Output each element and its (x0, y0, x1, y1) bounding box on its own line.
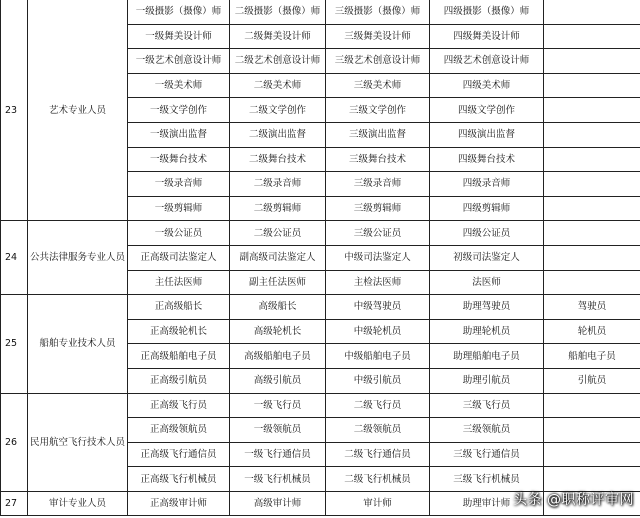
title-cell: 一级演出监督 (128, 122, 230, 147)
title-cell (544, 442, 640, 467)
title-cell: 高级审计师 (230, 491, 326, 516)
title-cell: 三级飞行通信员 (430, 442, 544, 467)
title-cell: 高级船长 (230, 295, 326, 320)
title-cell: 三级飞行员 (430, 393, 544, 418)
title-cell: 二级剪辑师 (230, 196, 326, 221)
title-cell: 高级引航员 (230, 368, 326, 393)
title-cell: 二级领航员 (326, 418, 430, 443)
title-cell: 三级剪辑师 (326, 196, 430, 221)
title-cell: 二级录音师 (230, 172, 326, 197)
title-cell: 三级领航员 (430, 418, 544, 443)
title-cell: 一级艺术创意设计师 (128, 49, 230, 74)
title-cell: 二级摄影（摄像）师 (230, 0, 326, 24)
title-cell (544, 270, 640, 295)
title-cell: 副主任法医师 (230, 270, 326, 295)
title-cell: 助理引航员 (430, 368, 544, 393)
category-name: 艺术专业人员 (28, 0, 128, 221)
title-cell: 二级飞行通信员 (326, 442, 430, 467)
title-cell: 高级轮机长 (230, 319, 326, 344)
title-cell: 一级舞台技术 (128, 147, 230, 172)
title-cell: 三级舞台技术 (326, 147, 430, 172)
title-cell: 二级公证员 (230, 221, 326, 246)
title-cell: 船舶电子员 (544, 344, 640, 369)
title-cell: 助理轮机员 (430, 319, 544, 344)
title-cell: 四级文学创作 (430, 98, 544, 123)
title-cell: 高级船舶电子员 (230, 344, 326, 369)
table-row (1, 0, 640, 24)
title-cell: 正高级飞行机械员 (128, 467, 230, 492)
title-cell (544, 467, 640, 492)
title-cell: 四级舞台技术 (430, 147, 544, 172)
category-name: 公共法律服务专业人员 (28, 221, 128, 295)
table-row (1, 295, 640, 320)
title-cell: 主检法医师 (326, 270, 430, 295)
title-cell: 正高级引航员 (128, 368, 230, 393)
title-cell: 法医师 (430, 270, 544, 295)
group-number: 25 (1, 295, 28, 393)
title-cell: 轮机员 (544, 319, 640, 344)
title-cell: 四级美术师 (430, 73, 544, 98)
title-cell: 二级飞行机械员 (326, 467, 430, 492)
title-cell: 中级驾驶员 (326, 295, 430, 320)
title-cell: 助理驾驶员 (430, 295, 544, 320)
title-cell: 中级司法鉴定人 (326, 245, 430, 270)
title-cell: 引航员 (544, 368, 640, 393)
watermark: 头条 @职称评审网 (513, 492, 634, 508)
title-cell: 正高级审计师 (128, 491, 230, 516)
title-cell: 一级文学创作 (128, 98, 230, 123)
group-number: 26 (1, 393, 28, 491)
title-cell: 一级美术师 (128, 73, 230, 98)
title-cell: 中级船舶电子员 (326, 344, 430, 369)
title-cell: 二级舞美设计师 (230, 24, 326, 49)
title-cell: 三级艺术创意设计师 (326, 49, 430, 74)
title-cell: 三级文学创作 (326, 98, 430, 123)
title-cell: 正高级飞行员 (128, 393, 230, 418)
title-cell: 中级轮机员 (326, 319, 430, 344)
category-name: 审计专业人员 (28, 491, 128, 516)
title-cell: 驾驶员 (544, 295, 640, 320)
category-name: 船舶专业技术人员 (28, 295, 128, 393)
title-cell: 二级文学创作 (230, 98, 326, 123)
group-number: 27 (1, 491, 28, 516)
title-cell: 初级司法鉴定人 (430, 245, 544, 270)
title-cell: 三级飞行机械员 (430, 467, 544, 492)
title-cell: 四级公证员 (430, 221, 544, 246)
title-cell: 正高级司法鉴定人 (128, 245, 230, 270)
title-cell (544, 49, 640, 74)
title-cell: 助理审计师 (430, 491, 544, 516)
table-row (1, 393, 640, 418)
title-cell: 正高级领航员 (128, 418, 230, 443)
title-cell: 四级录音师 (430, 172, 544, 197)
title-cell (544, 418, 640, 443)
title-cell: 主任法医师 (128, 270, 230, 295)
title-cell: 一级公证员 (128, 221, 230, 246)
title-cell: 二级艺术创意设计师 (230, 49, 326, 74)
title-cell (544, 221, 640, 246)
title-cell: 助理船舶电子员 (430, 344, 544, 369)
title-cell: 一级摄影（摄像）师 (128, 0, 230, 24)
title-cell: 一级录音师 (128, 172, 230, 197)
title-cell: 一级剪辑师 (128, 196, 230, 221)
title-cell: 审计师 (326, 491, 430, 516)
category-name: 民用航空飞行技术人员 (28, 393, 128, 491)
title-cell: 正高级飞行通信员 (128, 442, 230, 467)
title-cell: 正高级船长 (128, 295, 230, 320)
title-cell: 一级舞美设计师 (128, 24, 230, 49)
group-number: 23 (1, 0, 28, 221)
title-cell: 一级领航员 (230, 418, 326, 443)
table-body (1, 0, 640, 516)
title-cell: 四级摄影（摄像）师 (430, 0, 544, 24)
title-cell: 正高级船舶电子员 (128, 344, 230, 369)
title-cell: 一级飞行员 (230, 393, 326, 418)
title-cell: 一级飞行机械员 (230, 467, 326, 492)
title-cell: 一级飞行通信员 (230, 442, 326, 467)
title-cell: 三级公证员 (326, 221, 430, 246)
title-cell (544, 122, 640, 147)
title-cell: 正高级轮机长 (128, 319, 230, 344)
title-cell: 二级演出监督 (230, 122, 326, 147)
title-cell: 三级演出监督 (326, 122, 430, 147)
title-cell: 四级演出监督 (430, 122, 544, 147)
title-cell (544, 98, 640, 123)
title-cell (544, 172, 640, 197)
table-row (1, 221, 640, 246)
group-number: 24 (1, 221, 28, 295)
title-cell (544, 73, 640, 98)
title-cell: 三级舞美设计师 (326, 24, 430, 49)
title-cell: 四级舞美设计师 (430, 24, 544, 49)
title-cell: 三级美术师 (326, 73, 430, 98)
title-cell: 副高级司法鉴定人 (230, 245, 326, 270)
title-cell (544, 245, 640, 270)
title-cell (544, 24, 640, 49)
title-cell: 三级摄影（摄像）师 (326, 0, 430, 24)
title-cell (544, 196, 640, 221)
title-cell: 中级引航员 (326, 368, 430, 393)
title-cell (544, 0, 640, 24)
title-cell: 三级录音师 (326, 172, 430, 197)
title-cell: 二级飞行员 (326, 393, 430, 418)
title-cell: 四级艺术创意设计师 (430, 49, 544, 74)
title-cell (544, 147, 640, 172)
title-cell: 四级剪辑师 (430, 196, 544, 221)
title-cell: 二级舞台技术 (230, 147, 326, 172)
title-cell (544, 393, 640, 418)
title-cell: 二级美术师 (230, 73, 326, 98)
